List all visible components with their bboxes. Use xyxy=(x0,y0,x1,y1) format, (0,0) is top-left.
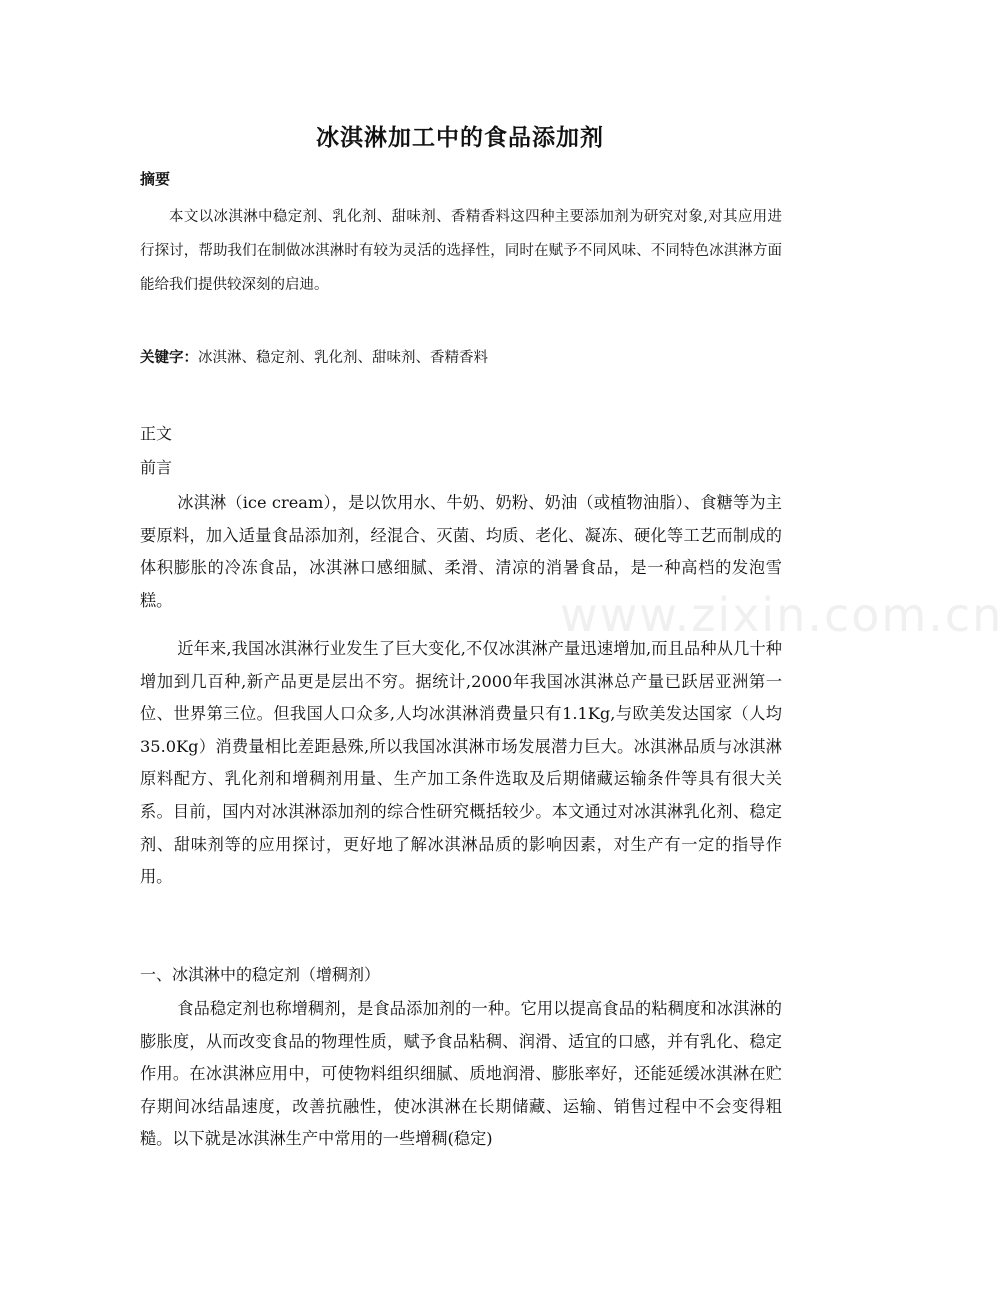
keywords-label: 关键字： xyxy=(140,350,198,366)
preface-paragraph-1: 冰淇淋（ice cream），是以饮用水、牛奶、奶粉、奶油（或植物油脂）、食糖等为主要原料，加入适量食品添加剂，经混合、灭菌、均质、老化、凝冻、硬化等工艺而制成的体积膨胀的冷冻食品，冰淇淋口感细腻、柔滑、清凉的消暑食品，是一种高档的发泡雪糕。 xyxy=(140,493,782,610)
keywords-line xyxy=(140,346,488,367)
preface-paragraph-2: 近年来,我国冰淇淋行业发生了巨大变化,不仅冰淇淋产量迅速增加,而且品种从几十种增加到几百种,新产品更是层出不穷。据统计,2000年我国冰淇淋总产量已跃居亚洲第一位、世界第三位。但我国人口众多,人均冰淇淋消费量只有1.1Kg,与欧美发达国家（人均35.0Kg）消费量相比差距悬殊,所以我国冰淇淋市场发展潜力巨大。冰淇淋品质与冰淇淋原料配方、乳化剂和增稠剂用量、生产加工条件选取及后期储藏运输条件等具有很大关系。目前，国内对冰淇淋添加剂的综合性研究概括较少。本文通过对冰淇淋乳化剂、稳定剂、甜味剂等的应用探讨，更好地了解冰淇淋品质的影响因素，对生产有一定的指导作用。 xyxy=(140,639,782,887)
main-text-label: 正文 xyxy=(140,424,173,443)
document-title: 冰淇淋加工中的食品添加剂 xyxy=(316,125,604,151)
keywords-value: 冰淇淋、稳定剂、乳化剂、甜味剂、香精香料 xyxy=(198,350,488,366)
abstract-paragraph: 本文以冰淇淋中稳定剂、乳化剂、甜味剂、香精香料这四种主要添加剂为研究对象,对其应用进行探讨，帮助我们在制做冰淇淋时有较为灵活的选择性，同时在赋予不同风味、不同特色冰淇淋方面能给我们提供较深刻的启迪。 xyxy=(140,209,782,293)
section-1-heading: 一、冰淇淋中的稳定剂（增稠剂） xyxy=(140,965,381,984)
section-1-paragraph-1: 食品稳定剂也称增稠剂，是食品添加剂的一种。它用以提高食品的粘稠度和冰淇淋的膨胀度，从而改变食品的物理性质，赋予食品粘稠、润滑、适宜的口感，并有乳化、稳定作用。在冰淇淋应用中，可使物料组织细腻、质地润滑、膨胀率好，还能延缓冰淇淋在贮存期间冰结晶速度，改善抗融性，使冰淇淋在长期储藏、运输、销售过程中不会变得粗糙。以下就是冰淇淋生产中常用的一些增稠(稳定) xyxy=(140,999,782,1149)
preface-heading: 前言 xyxy=(140,458,173,477)
abstract-heading: 摘要 xyxy=(140,170,171,188)
watermark: www.zixin.com.cn xyxy=(560,588,1003,642)
